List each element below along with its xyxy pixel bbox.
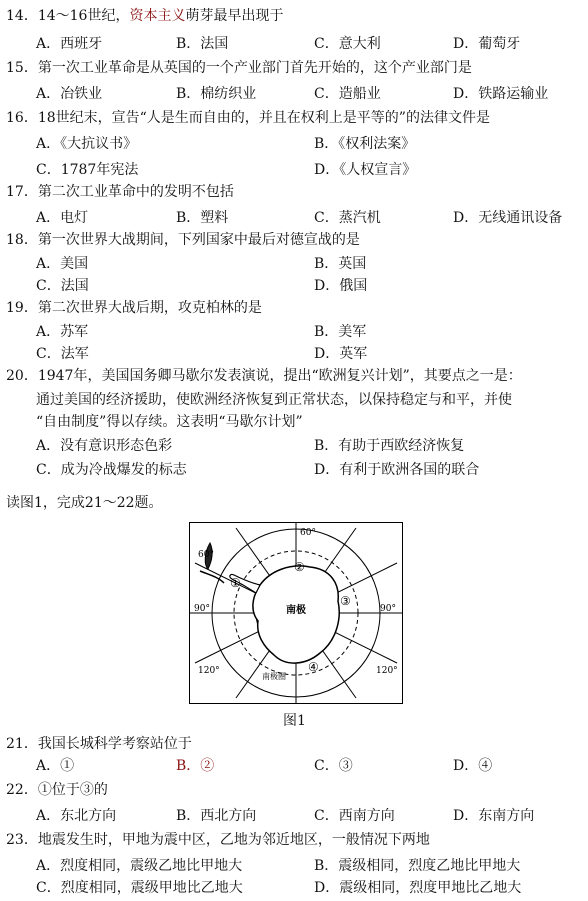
q19-option-a: A．苏军: [36, 324, 89, 340]
question-20-stem-line3: “自由制度”得以存续。这表明“马歇尔计划”: [36, 414, 303, 430]
q18-option-a: A．美国: [36, 256, 89, 272]
q20-option-d: D．有利于欧洲各国的联合: [314, 462, 480, 478]
question-22-stem: 22．①位于③的: [6, 782, 108, 798]
q15-option-b: B．棉纺织业: [176, 86, 257, 102]
question-16-stem: 16．18世纪末，宣告“人是生而自由的，并且在权利上是平等的”的法律文件是: [6, 110, 490, 126]
q18-option-c: C．法国: [36, 278, 89, 294]
label-90-left: 90°: [194, 604, 210, 614]
marker-2: ②: [294, 560, 305, 574]
q19-option-b: B．美军: [314, 324, 367, 340]
q17-option-d: D．无线通讯设备: [453, 210, 563, 226]
label-60-left: 60°: [198, 550, 214, 560]
question-20-stem-line2: 通过美国的经济援助，使欧洲经济恢复到正常状态，以保持稳定与和平，并使: [36, 392, 512, 408]
q14-option-d: D．葡萄牙: [453, 36, 521, 52]
q14-option-c: C．意大利: [314, 36, 381, 52]
marker-4: ④: [308, 660, 319, 674]
q20-option-b: B．有助于西欧经济恢复: [314, 438, 465, 454]
q21-option-a: A．①: [36, 758, 75, 774]
label-120-left: 120°: [198, 666, 220, 676]
figure-caption: 图1: [283, 713, 306, 729]
question-18-stem: 18．第一次世界大战期间，下列国家中最后对德宣战的是: [6, 232, 360, 248]
reading-prompt: 读图1，完成21～22题。: [6, 495, 163, 511]
question-14-stem: [6, 6, 283, 26]
question-17-stem: 17．第二次工业革命中的发明不包括: [6, 184, 234, 200]
q22-option-b: B．西北方向: [176, 808, 257, 824]
q14-stem-part2: 资本主义: [129, 8, 186, 24]
question-15-stem: 15．第一次工业革命是从英国的一个产业部门首先开始的，这个产业部门是: [6, 60, 472, 76]
q16-option-a: A．《大抗议书》: [36, 136, 138, 152]
q18-option-d: D．俄国: [314, 278, 368, 294]
label-120-right: 120°: [376, 666, 398, 676]
q14-stem-part1: 14．14～16世纪，: [6, 8, 130, 24]
q23-option-a: A．烈度相同，震级乙地比甲地大: [36, 858, 243, 874]
q15-option-d: D．铁路运输业: [453, 86, 549, 102]
q16-option-b: B．《权利法案》: [314, 136, 416, 152]
q18-option-b: B．英国: [314, 256, 367, 272]
question-20-stem-line1: 20．1947年，美国国务卿马歇尔发表演说，提出“欧洲复兴计划”，其要点之一是：: [6, 368, 522, 384]
q14-option-a: A．西班牙: [36, 36, 103, 52]
q17-option-a: A．电灯: [36, 210, 89, 226]
q21-option-b: B．②: [176, 758, 215, 774]
q21-option-d: D．④: [453, 758, 493, 774]
q17-option-c: C．蒸汽机: [314, 210, 381, 226]
q17-option-b: B．塑料: [176, 210, 229, 226]
q22-option-d: D．东南方向: [453, 808, 535, 824]
q23-option-c: C．烈度相同，震级甲地比乙地大: [36, 880, 243, 896]
question-21-stem: 21．我国长城科学考察站位于: [6, 736, 192, 752]
q23-option-b: B．震级相同，烈度乙地比甲地大: [314, 858, 521, 874]
q20-option-c: C．成为冷战爆发的标志: [36, 462, 187, 478]
q22-option-c: C．西南方向: [314, 808, 395, 824]
marker-1: ①: [230, 576, 241, 590]
label-60-top: 60°: [300, 528, 316, 538]
label-90-right: 90°: [380, 604, 396, 614]
q23-option-d: D．震级相同，烈度甲地比乙地大: [314, 880, 522, 896]
question-19-stem: 19．第二次世界大战后期，攻克柏林的是: [6, 300, 262, 316]
q20-option-a: A．没有意识形态色彩: [36, 438, 173, 454]
q15-option-c: C．造船业: [314, 86, 381, 102]
marker-3: ③: [340, 594, 351, 608]
q14-option-b: B．法国: [176, 36, 229, 52]
label-south-pole: 南极: [286, 605, 306, 616]
q14-stem-part3: 萌芽最早出现于: [185, 8, 284, 24]
label-antarctic-circle: 南极圈: [262, 672, 286, 681]
antarctica-map-figure: [189, 522, 403, 704]
q21-option-c: C．③: [314, 758, 353, 774]
q15-option-a: A．冶铁业: [36, 86, 103, 102]
q16-option-d: D．《人权宣言》: [314, 162, 417, 178]
map-svg: [190, 523, 402, 703]
q16-option-c: C．1787年宪法: [36, 162, 139, 178]
q19-option-d: D．英军: [314, 346, 368, 362]
q19-option-c: C．法军: [36, 346, 89, 362]
q22-option-a: A．东北方向: [36, 808, 117, 824]
question-23-stem: 23．地震发生时，甲地为震中区，乙地为邻近地区，一般情况下两地: [6, 832, 430, 848]
